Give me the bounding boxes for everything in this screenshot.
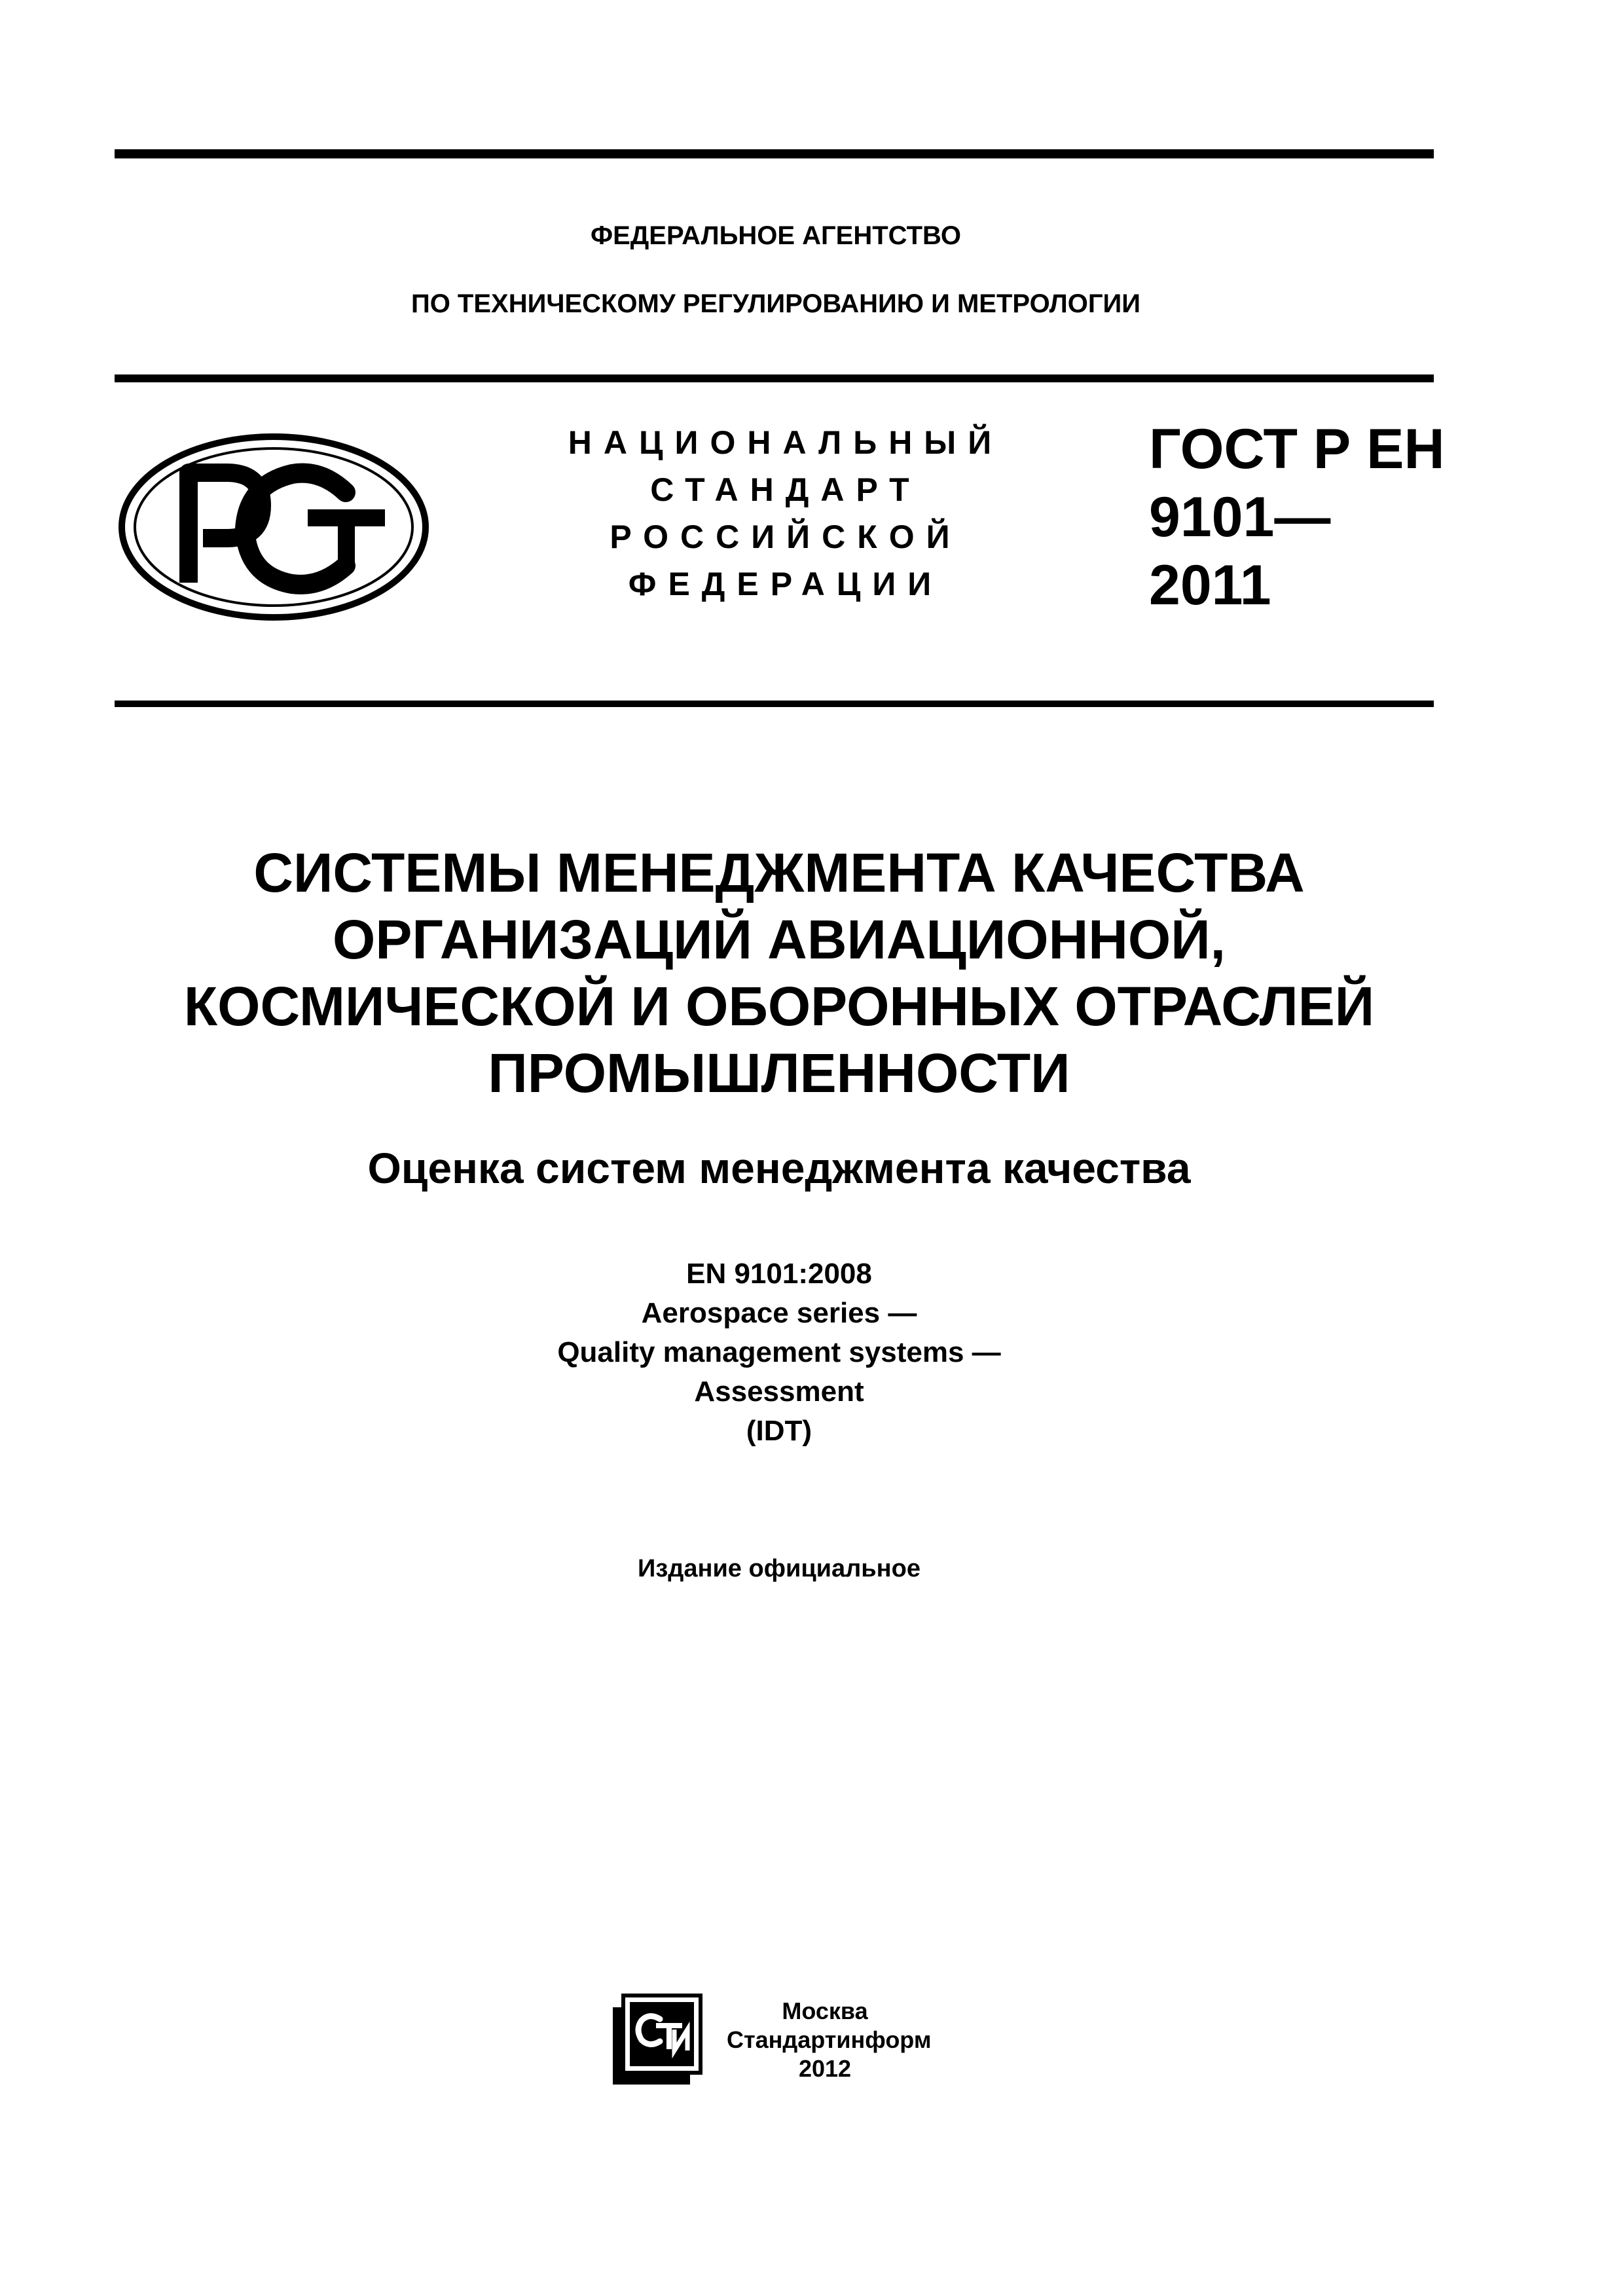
title-line-2: ОРГАНИЗАЦИЙ АВИАЦИОННОЙ, <box>333 909 1226 970</box>
gost-designation-line-3: 2011 <box>1149 554 1271 617</box>
publisher-line-1: Москва <box>782 1997 868 2024</box>
publisher-line-2: Стандартинформ <box>727 2026 932 2053</box>
agency-line-1: ФЕДЕРАЛЬНОЕ АГЕНТСТВО <box>590 221 962 250</box>
en-reference-line-2: Aerospace series — <box>641 1297 917 1329</box>
publisher-line-3: 2012 <box>798 2055 852 2082</box>
en-reference-line-5: (IDT) <box>746 1415 812 1447</box>
gost-designation-line-2: 9101— <box>1149 486 1331 549</box>
header-rule <box>115 374 1434 382</box>
agency-line-2: ПО ТЕХНИЧЕСКОМУ РЕГУЛИРОВАНИЮ И МЕТРОЛОГИИ <box>410 289 1141 318</box>
designation-rule <box>115 701 1434 707</box>
national-line-3: РОССИЙСКОЙ <box>610 519 962 555</box>
sti-publisher-logo-icon <box>609 1990 707 2088</box>
edition-label: Издание официальное <box>638 1555 921 1582</box>
title-line-3: КОСМИЧЕСКОЙ И ОБОРОННЫХ ОТРАСЛЕЙ <box>183 975 1375 1037</box>
title-line-4: ПРОМЫШЛЕННОСТИ <box>488 1042 1070 1104</box>
gost-designation-line-1: ГОСТ Р ЕН <box>1149 418 1445 481</box>
national-line-1: НАЦИОНАЛЬНЫЙ <box>568 424 1004 461</box>
rst-mark-logo-icon <box>117 432 431 622</box>
title-line-1: СИСТЕМЫ МЕНЕДЖМЕНТА КАЧЕСТВА <box>253 842 1305 903</box>
national-line-2: СТАНДАРТ <box>650 471 921 508</box>
national-line-4: ФЕДЕРАЦИИ <box>628 566 943 602</box>
top-rule <box>115 149 1434 158</box>
en-reference-line-3: Quality management systems — <box>557 1336 1001 1368</box>
en-reference-line-1: EN 9101:2008 <box>686 1258 872 1290</box>
en-reference-line-4: Assessment <box>694 1376 864 1408</box>
subtitle: Оценка систем менеджмента качества <box>367 1144 1191 1192</box>
